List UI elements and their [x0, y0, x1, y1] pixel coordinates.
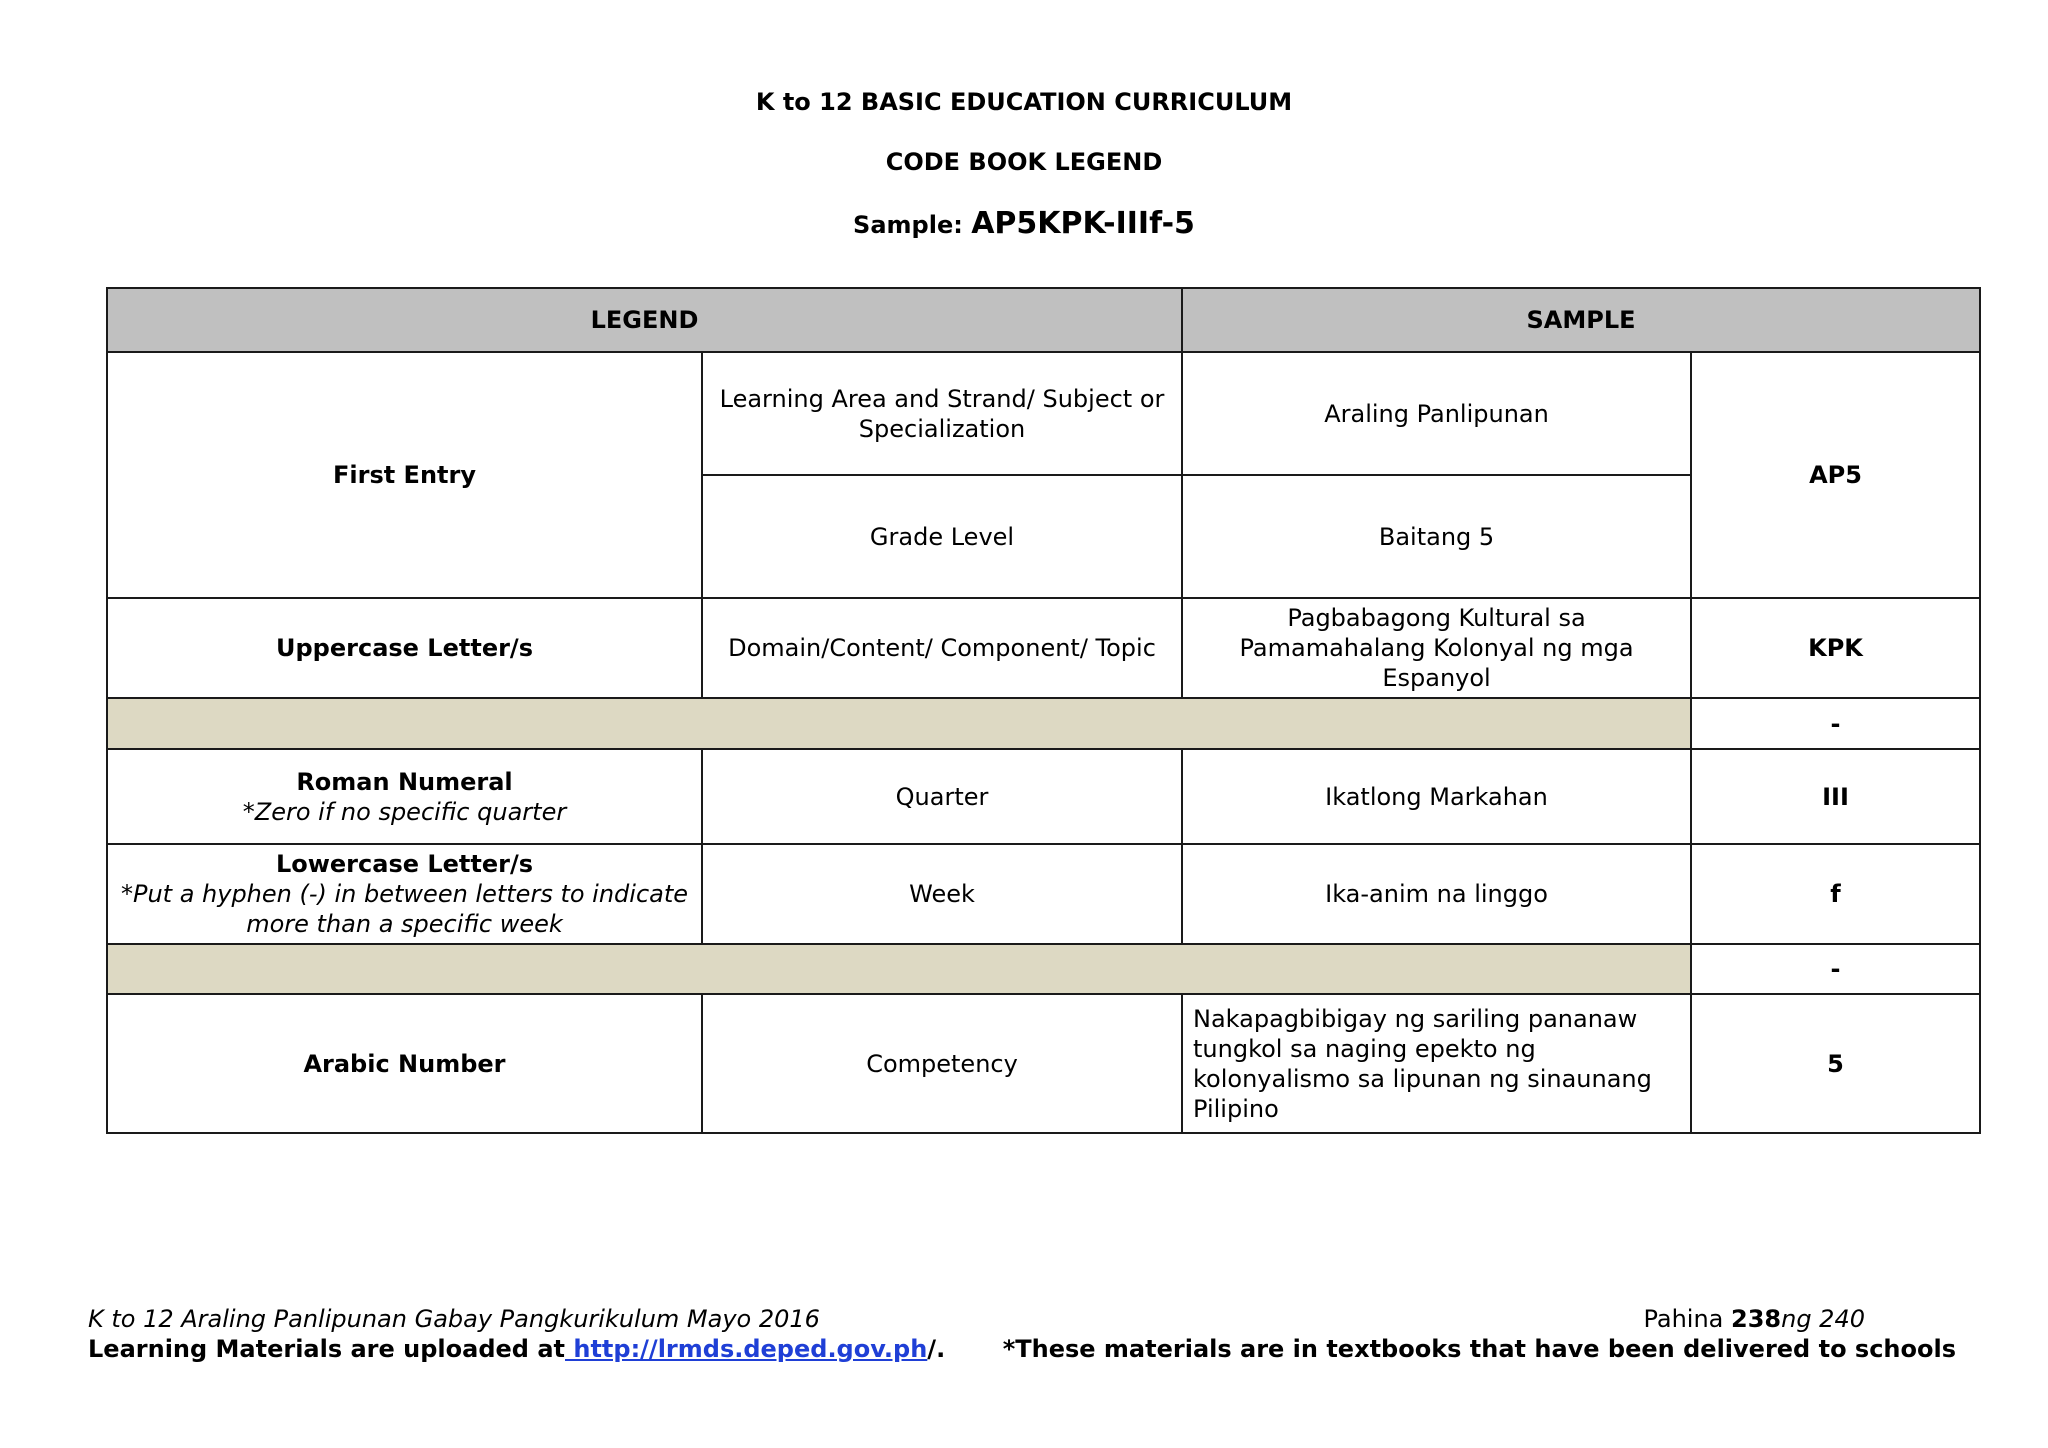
first-entry-code: AP5	[1691, 352, 1980, 598]
footer-upload-suffix: /.	[927, 1335, 946, 1363]
lowercase-sample: Ika-anim na linggo	[1182, 844, 1691, 944]
table-row	[107, 352, 1980, 475]
separator-fill	[107, 698, 1691, 749]
page-label: Pahina	[1643, 1305, 1731, 1333]
table-header-row	[107, 288, 1980, 352]
uppercase-code: KPK	[1691, 598, 1980, 698]
table-row	[107, 844, 1980, 944]
footer-upload-note	[88, 1334, 945, 1364]
separator-code: -	[1691, 944, 1980, 994]
roman-label-cell	[107, 749, 702, 844]
footer-upload-prefix: Learning Materials are uploaded at	[88, 1335, 565, 1363]
separator-row	[107, 944, 1980, 994]
first-entry-grade-desc: Grade Level	[702, 475, 1182, 598]
sample-line	[0, 206, 2048, 241]
roman-code: III	[1691, 749, 1980, 844]
sample-code: AP5KPK-IIIf-5	[971, 206, 1195, 241]
uppercase-desc: Domain/Content/ Component/ Topic	[702, 598, 1182, 698]
legend-column-header: LEGEND	[107, 288, 1182, 352]
arabic-sample: Nakapagbibigay ng sariling pananaw tungkol sa naging epekto ng kolonyalismo sa lipunan ng sinaunang Pilipino	[1182, 994, 1691, 1133]
document-title: K to 12 BASIC EDUCATION CURRICULUM	[755, 88, 1293, 116]
lrmds-link[interactable]: http://lrmds.deped.gov.ph	[565, 1335, 928, 1363]
lowercase-label-cell	[107, 844, 702, 944]
roman-sample: Ikatlong Markahan	[1182, 749, 1691, 844]
footer-document-title: K to 12 Araling Panlipunan Gabay Pangkurikulum Mayo 2016	[88, 1305, 820, 1333]
arabic-desc: Competency	[702, 994, 1182, 1133]
sample-label: Sample:	[853, 211, 963, 239]
code-book-legend-table	[106, 287, 1981, 1134]
separator-row	[107, 698, 1980, 749]
document-subtitle: CODE BOOK LEGEND	[885, 148, 1163, 176]
sample-column-header: SAMPLE	[1182, 288, 1980, 352]
roman-label: Roman Numeral	[296, 767, 513, 796]
table-row	[107, 994, 1980, 1133]
roman-note: *Zero if no specific quarter	[242, 797, 567, 826]
footer-textbook-note: *These materials are in textbooks that have been delivered to schools	[1002, 1335, 1956, 1363]
table-row	[107, 598, 1980, 698]
first-entry-subject-sample: Araling Panlipunan	[1182, 352, 1691, 475]
footer-page-number	[1643, 1304, 1865, 1334]
arabic-code: 5	[1691, 994, 1980, 1133]
page-total: ng 240	[1781, 1305, 1865, 1333]
roman-desc: Quarter	[702, 749, 1182, 844]
lowercase-code: f	[1691, 844, 1980, 944]
lowercase-desc: Week	[702, 844, 1182, 944]
separator-fill	[107, 944, 1691, 994]
separator-code: -	[1691, 698, 1980, 749]
first-entry-grade-sample: Baitang 5	[1182, 475, 1691, 598]
page-number: 238	[1731, 1305, 1782, 1333]
first-entry-subject-desc: Learning Area and Strand/ Subject or Specialization	[702, 352, 1182, 475]
uppercase-label: Uppercase Letter/s	[107, 598, 702, 698]
first-entry-label: First Entry	[107, 352, 702, 598]
lowercase-label: Lowercase Letter/s	[275, 850, 534, 878]
uppercase-sample: Pagbabagong Kultural sa Pamamahalang Kolonyal ng mga Espanyol	[1182, 598, 1691, 698]
lowercase-note: *Put a hyphen (-) in between letters to indicate more than a specific week	[120, 880, 689, 938]
arabic-label: Arabic Number	[107, 994, 702, 1133]
table-row	[107, 749, 1980, 844]
